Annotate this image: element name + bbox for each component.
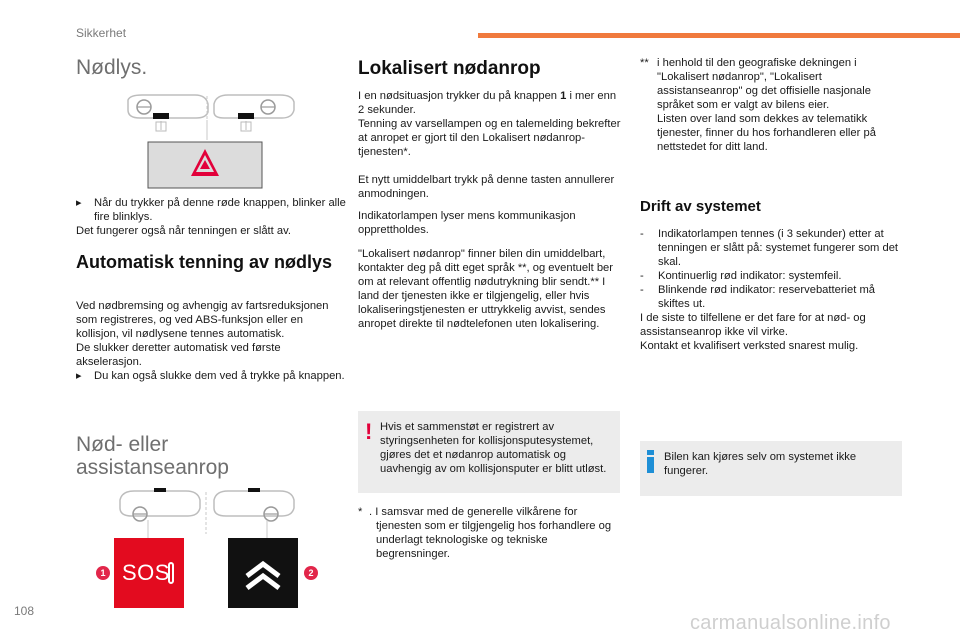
bullet-marker-icon: ▸ xyxy=(76,370,82,382)
sos-illustration xyxy=(116,488,306,538)
dash-marker: - xyxy=(640,228,644,240)
ops-item-2 xyxy=(640,269,905,283)
emergency-lights-text xyxy=(76,196,348,238)
footnote-2-p1-text: i henhold til den geografiske dekningen i "Lokalisert nødanrop", "Lokalisert assistanseanrop" og det offisielle nasjonale språket som er valgt av bilens eier. xyxy=(657,57,871,111)
footnote-2-p1 xyxy=(640,56,905,112)
hazard-button-icon xyxy=(148,142,262,188)
page-number: 108 xyxy=(14,604,35,618)
ops-item-3 xyxy=(640,283,905,311)
assistance-button xyxy=(228,538,298,608)
steering-wheel-right-icon xyxy=(214,488,294,521)
emergency-lights-p1-text: Når du trykker på denne røde knappen, blinker alle fire blinklys. xyxy=(94,197,346,223)
footnote-1-text xyxy=(358,505,624,561)
ops-heading-wrap xyxy=(640,198,905,215)
footnote-1-mark: * xyxy=(358,506,363,518)
auto-lights-p3-text: Du kan også slukke dem ved å trykke på knappen. xyxy=(94,370,345,382)
auto-lights-heading-wrap xyxy=(76,252,348,273)
emergency-lights-p2: Det fungerer også når tenningen er slått av. xyxy=(76,225,291,237)
localized-call-p1-post: i mer enn 2 sekunder. xyxy=(358,90,617,116)
ops-text xyxy=(640,227,905,353)
warning-box xyxy=(358,411,620,493)
callout-badge-1: 1 xyxy=(96,566,110,580)
footnote-2-mark: ** xyxy=(640,57,649,69)
emergency-lights-heading: Nødlys. xyxy=(76,56,148,79)
footnote-2-p2: Listen over land som dekkes av telematikk tjenester, finner du hos forhandleren eller på nettstedet for ditt land. xyxy=(657,113,876,153)
call-heading-wrap xyxy=(76,433,348,479)
ops-item-1 xyxy=(640,227,905,269)
warning-exclamation-icon: ! xyxy=(365,419,373,444)
auto-lights-text xyxy=(76,299,348,383)
bullet-marker-icon: ▸ xyxy=(76,197,82,209)
info-icon xyxy=(647,450,654,473)
localized-call-p3: Et nytt umiddelbart trykk på denne tasten annullerer anmodningen. xyxy=(358,174,615,200)
hazard-illustration xyxy=(120,90,300,190)
localized-call-p5: "Lokalisert nødanrop" finner bilen din umiddelbart, kontakter deg på ditt eget språk **, og eventuelt ber om at relevant offentlig nødutrykning blir sendt.** I land der tjenesten ikke er tilgjengelig, eller hvis lokaliseringstjenesten er uttrykkelig avvist, sendes anropet direkte til nødtelefonen uten lokalisering. xyxy=(358,248,613,330)
sos-button xyxy=(114,538,184,608)
steering-wheel-left-icon xyxy=(120,488,200,521)
sos-indicator-icon xyxy=(168,562,174,584)
steering-wheel-left-icon xyxy=(128,95,208,131)
emergency-lights-p1 xyxy=(76,196,348,224)
localized-call-heading-wrap xyxy=(358,58,624,80)
footnote-1 xyxy=(358,505,624,561)
emergency-lights-heading-wrap xyxy=(76,56,348,79)
localized-call-p4: Indikatorlampen lyser mens kommunikasjon opprettholdes. xyxy=(358,210,576,236)
call-heading-line1: Nød- eller xyxy=(76,433,169,456)
watermark: carmanualsonline.info xyxy=(690,612,891,634)
info-box xyxy=(640,441,902,496)
localized-call-p1-pre: I en nødsituasjon trykker du på knappen xyxy=(358,90,561,102)
localized-call-text xyxy=(358,89,624,331)
callout-badge-2: 2 xyxy=(304,566,318,580)
warning-text: Hvis et sammenstøt er registrert av styringsenheten for kollisjonsputesystemet, gjøres det et nødanrop automatisk og uavhengig av om kollisjonsputer er blitt utløst. xyxy=(380,421,607,475)
dash-marker: - xyxy=(640,284,644,296)
ops-item-3-text: Blinkende rød indikator: reservebatteriet må skiftes ut. xyxy=(658,284,876,310)
footnote-2 xyxy=(640,56,905,154)
ops-item-1-text: Indikatorlampen tennes (i 3 sekunder) etter at tenningen er slått på: systemet fungerer som det skal. xyxy=(658,228,899,268)
sos-button-label: SOS xyxy=(122,560,170,585)
localized-call-heading: Lokalisert nødanrop xyxy=(358,58,541,79)
dash-marker: - xyxy=(640,270,644,282)
footnote-1-body: . I samsvar med de generelle vilkårene for tjenesten som er tilgjengelig hos forhandlere og underlagt teknologiske og tekniske begrensninger. xyxy=(369,506,612,560)
ops-p3: Kontakt et kvalifisert verksted snarest mulig. xyxy=(640,340,859,352)
auto-lights-heading: Automatisk tenning av nødlys xyxy=(76,252,333,272)
call-heading-line2: assistanseanrop xyxy=(76,456,229,480)
info-text: Bilen kan kjøres selv om systemet ikke fungerer. xyxy=(664,451,857,477)
localized-call-p2: Tenning av varsellampen og en talemelding bekrefter at anropet er gjort til den Lokalisert nødanrop-tjenesten*. xyxy=(358,118,621,158)
ops-heading: Drift av systemet xyxy=(640,198,761,215)
localized-call-p1-button-ref: 1 xyxy=(560,90,567,102)
auto-lights-p2: De slukker deretter automatisk ved første akselerasjon. xyxy=(76,342,281,368)
auto-lights-p3 xyxy=(76,369,348,383)
citroen-logo-icon xyxy=(228,538,298,608)
ops-item-2-text: Kontinuerlig rød indikator: systemfeil. xyxy=(658,270,842,282)
section-label: Sikkerhet xyxy=(76,26,127,40)
auto-lights-p1: Ved nødbremsing og avhengig av fartsreduksjonen som registreres, og ved ABS-funksjon eller en kollisjon, vil nødlysene tennes automatisk. xyxy=(76,300,329,340)
section-accent-bar xyxy=(478,33,960,38)
ops-p2: I de siste to tilfellene er det fare for at nød- og assistanseanrop ikke vil virke. xyxy=(640,312,866,338)
steering-wheel-right-icon xyxy=(214,95,294,131)
localized-call-p1 xyxy=(358,89,624,117)
